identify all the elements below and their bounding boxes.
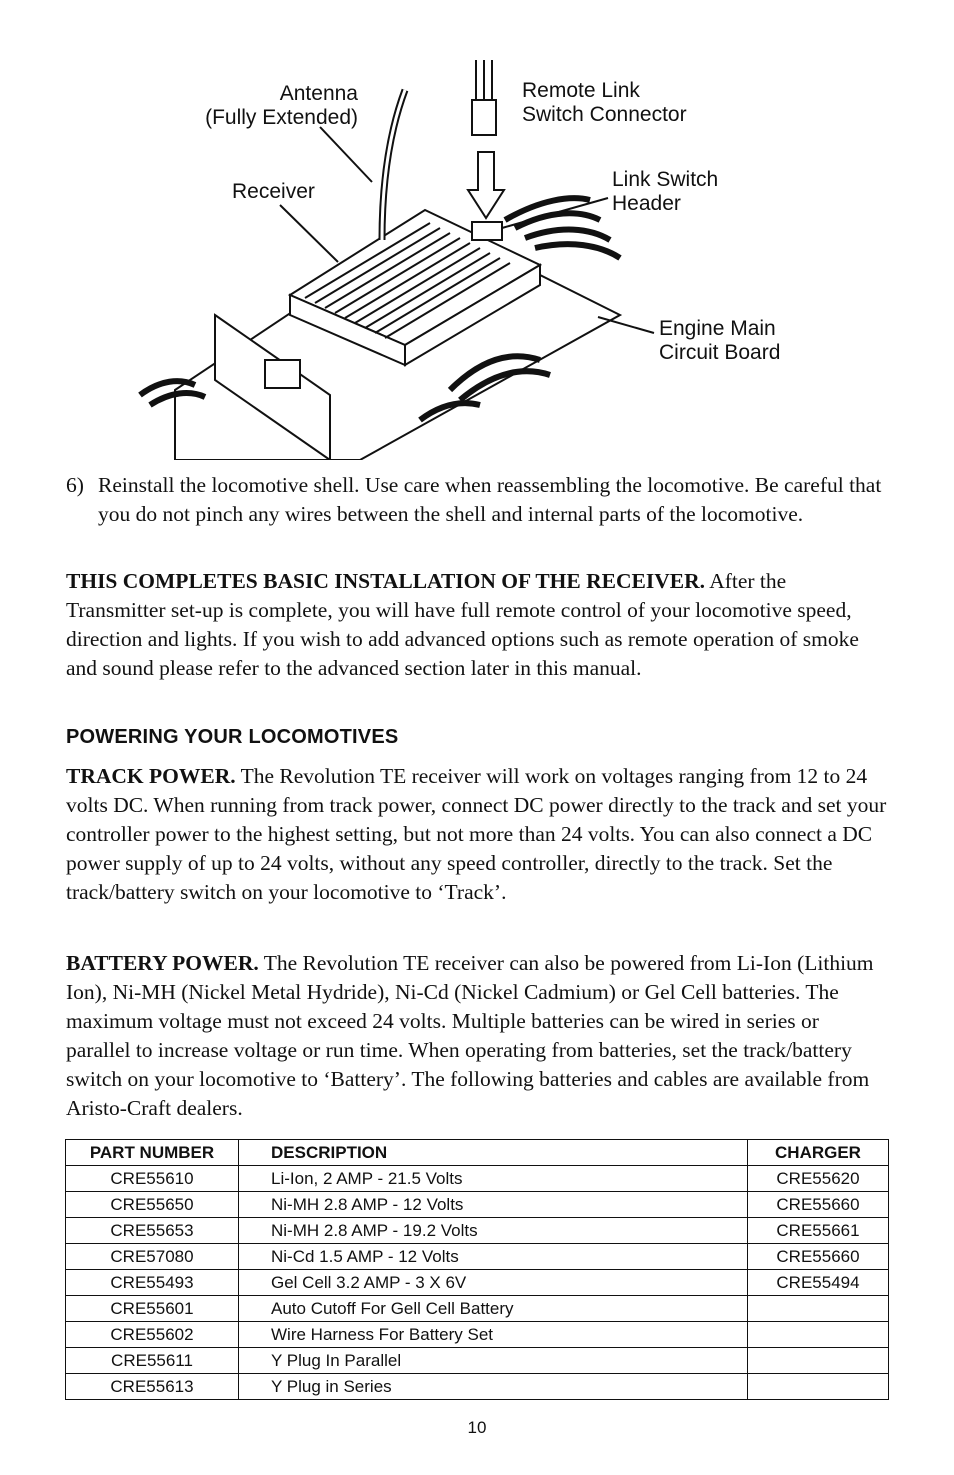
table-row: [66, 1270, 889, 1296]
link-switch-header: [472, 222, 502, 240]
charger-cell: [748, 1322, 889, 1348]
completes-text: After the Transmitter set-up is complete, you will have full remote control of your locomotive speed, direction and lights. If you wish to add advanced options such as remote operation of smoke and sound please refer to the advanced section later in this manual.: [66, 569, 859, 680]
remote-link-connector: [472, 100, 496, 135]
part-number-cell: CRE55653: [66, 1218, 239, 1244]
part-number-cell: CRE55610: [66, 1166, 239, 1192]
charger-cell: [748, 1348, 889, 1374]
engine-main-circuit-board-label: Engine Main Circuit Board: [659, 317, 781, 364]
charger-cell: [748, 1296, 889, 1322]
battery-power-text: The Revolution TE receiver can also be powered from Li-Ion (Lithium Ion), Ni-MH (Nickel Metal Hydride), Ni-Cd (Nickel Cadmium) or Gel Cell batteries. The maximum voltage must not exceed 24 volts. Multiple batteries can be wired in series or parallel to increase voltage or run time. When operating from batteries, set the track/battery switch on your locomotive to ‘Battery’. The following batteries and cables are available from Aristo-Craft dealers.: [66, 951, 874, 1120]
remote-link-connector-label: Remote Link Switch Connector: [522, 79, 687, 126]
charger-cell: CRE55660: [748, 1192, 889, 1218]
table-row: [66, 1296, 889, 1322]
charger-cell: CRE55661: [748, 1218, 889, 1244]
completes-lead: THIS COMPLETES BASIC INSTALLATION OF THE RECEIVER.: [66, 569, 705, 593]
part-number-cell: CRE57080: [66, 1244, 239, 1270]
receiver-installation-figure: [120, 60, 820, 460]
link-switch-header-label: Link Switch Header: [612, 168, 719, 215]
antenna-label: Antenna (Fully Extended): [205, 82, 358, 129]
section-heading: POWERING YOUR LOCOMOTIVES: [66, 726, 399, 748]
description-cell: Y Plug In Parallel: [239, 1348, 748, 1374]
part-number-cell: CRE55613: [66, 1374, 239, 1400]
header-description: DESCRIPTION: [239, 1140, 748, 1166]
track-power-text: The Revolution TE receiver will work on voltages ranging from 12 to 24 volts DC. When running from track power, connect DC power directly to the track and set your controller power to the highest setting, but not more than 24 volts. You can also connect a DC power supply of up to 24 volts, without any speed controller, directly to the track. Set the track/battery switch on your locomotive to ‘Track’.: [66, 764, 887, 904]
description-cell: Auto Cutoff For Gell Cell Battery: [239, 1296, 748, 1322]
part-number-cell: CRE55611: [66, 1348, 239, 1374]
table-row: [66, 1322, 889, 1348]
page-number: 10: [467, 1418, 487, 1437]
track-power-lead: TRACK POWER.: [66, 764, 236, 788]
table-row: [66, 1244, 889, 1270]
description-cell: Li-Ion, 2 AMP - 21.5 Volts: [239, 1166, 748, 1192]
completes-paragraph: [66, 567, 888, 683]
table-row: [66, 1166, 889, 1192]
track-power-paragraph: [66, 762, 888, 907]
description-cell: Wire Harness For Battery Set: [239, 1322, 748, 1348]
part-number-cell: CRE55493: [66, 1270, 239, 1296]
arrow-down: [468, 152, 504, 218]
header-part-number: PART NUMBER: [66, 1140, 239, 1166]
step-6: [66, 471, 888, 529]
description-cell: Ni-Cd 1.5 AMP - 12 Volts: [239, 1244, 748, 1270]
table-row: [66, 1192, 889, 1218]
charger-cell: CRE55660: [748, 1244, 889, 1270]
table-row: [66, 1348, 889, 1374]
description-cell: Ni-MH 2.8 AMP - 19.2 Volts: [239, 1218, 748, 1244]
charger-cell: [748, 1374, 889, 1400]
charger-cell: CRE55494: [748, 1270, 889, 1296]
description-cell: Gel Cell 3.2 AMP - 3 X 6V: [239, 1270, 748, 1296]
part-number-cell: CRE55650: [66, 1192, 239, 1218]
battery-parts-table: [65, 1139, 889, 1400]
receiver-label: Receiver: [232, 180, 315, 203]
battery-power-paragraph: [66, 949, 888, 1123]
table-header-row: [66, 1140, 889, 1166]
step-text: Reinstall the locomotive shell. Use care when reassembling the locomotive. Be careful that you do not pinch any wires between the shell and internal parts of the locomotive.: [98, 473, 882, 526]
table-row: [66, 1374, 889, 1400]
description-cell: Y Plug in Series: [239, 1374, 748, 1400]
table-row: [66, 1218, 889, 1244]
charger-cell: CRE55620: [748, 1166, 889, 1192]
description-cell: Ni-MH 2.8 AMP - 12 Volts: [239, 1192, 748, 1218]
battery-power-lead: BATTERY POWER.: [66, 951, 259, 975]
part-number-cell: CRE55602: [66, 1322, 239, 1348]
part-number-cell: CRE55601: [66, 1296, 239, 1322]
step-number: 6): [66, 473, 84, 497]
header-charger: CHARGER: [748, 1140, 889, 1166]
